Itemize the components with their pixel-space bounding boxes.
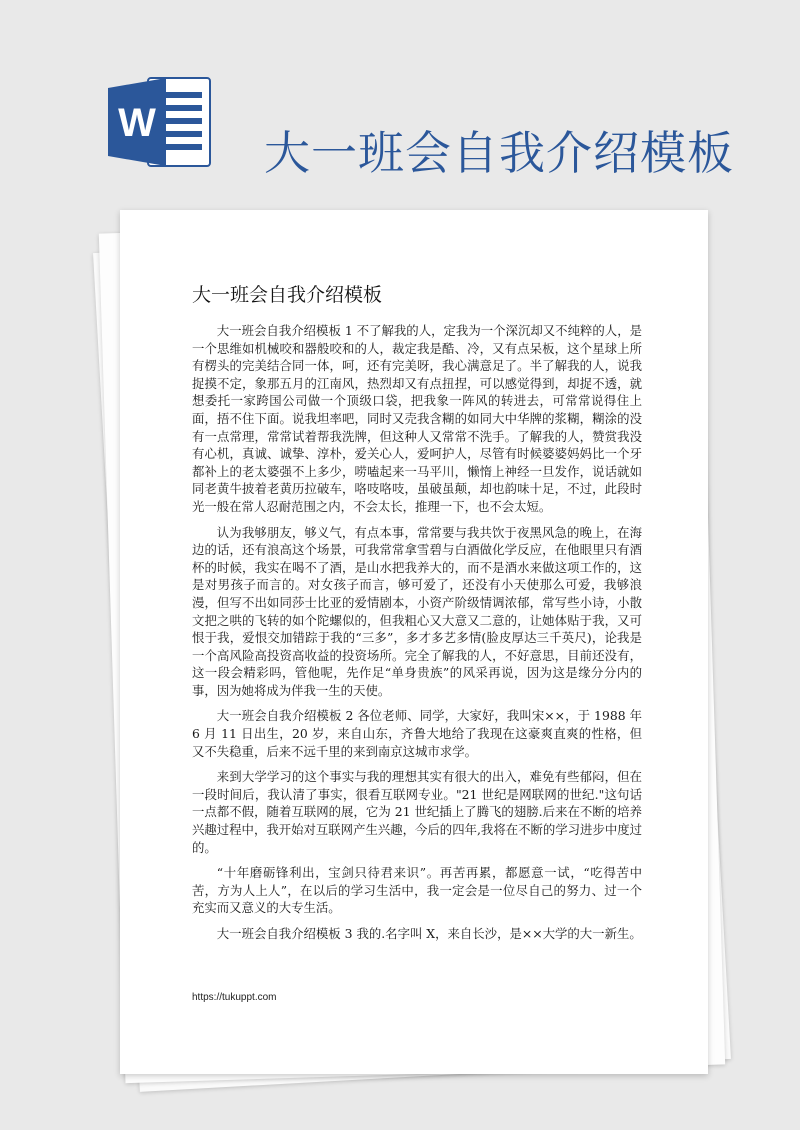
paragraph: 大一班会自我介绍模板 1 不了解我的人，定我为一个深沉却又不纯粹的人，是一个思维如机械咬和器般咬和的人，裁定我是酷、冷，又有点呆板，这个星球上所有楞头的完美结合同一体，呵，还有完美呀，我心满意足了。半了解我的人，说我捉摸不定，象那五月的江南风，热烈却又有点扭捏，可以感觉得到，却捉不透，就想委托一家跨国公司做一个顶级口袋，把我象一阵风的转进去，可常常说得住上面，捂不住下面。说我坦率吧，同时又売我含糊的如同大中华牌的浆糊，糊涂的没有一点常理，常常试着帮我洗牌，但这种人又常常不洗手。了解我的人，赞赏我没有心机，真诚、诚挚、淳朴，爱关心人，爱呵护人，尽管有时候婆婆妈妈比一个牙都补上的老太婆强不上多少，唠嗑起来一马平川，懒惰上神经一旦发作，说话就如同老黄牛披着老黄历拉破车，咯吱咯吱，虽破虽颠，却也韵味十足，不过，此段时光一般在常人忍耐范围之内，不会太长，推理一下，也不会太短。 xyxy=(192,323,642,514)
source-url: https://tukuppt.com xyxy=(192,992,277,1003)
paragraph: 大一班会自我介绍模板 3 我的.名字叫 X，来自长沙，是××大学的大一新生。 xyxy=(216,926,642,941)
document-page xyxy=(120,210,708,1074)
paragraph: “十年磨砺锋利出，宝剑只待君来识”。再苦再累，都愿意一试，“吃得苦中苦，方为人上人”，在以后的学习生活中，我一定会是一位尽自己的努力、过一个充实而又意义的大专生活。 xyxy=(192,865,642,916)
paragraph: 大一班会自我介绍模板 2 各位老师、同学，大家好，我叫宋××，于 1988 年 6 月 11 日出生，20 岁，来自山东，齐鲁大地给了我现在这豪爽直爽的性格，但又不失稳重，后来不远千里的来到南京这城市求学。 xyxy=(192,708,642,759)
document-title: 大一班会自我介绍模板 xyxy=(192,284,383,306)
word-logo-icon xyxy=(104,74,216,170)
paragraph: 来到大学学习的这个事实与我的理想其实有很大的出入，难免有些郁闷，但在一段时间后，我认清了事实，很看互联网专业。"21 世纪是网联网的世纪."这句话一点都不假，随着互联网的展，它为 21 世纪插上了腾飞的翅膀.后来在不断的培养兴趣过程中，我开始对互联网产生兴趣，今后的四年,我将在不断的学习进步中度过的。 xyxy=(192,769,643,855)
document-body xyxy=(192,322,642,951)
paragraph: 认为我够朋友，够义气，有点本事，常常要与我共饮于夜黑风急的晚上，在海边的话，还有浪高这个场景，可我常常拿雪碧与白酒做化学反应，在他眼里只有酒杯的时候，我实在喝不了酒，是山水把我养大的，而不是酒水来做这项工作的，这是对男孩子而言的。对女孩子而言，够可爱了，还没有小天使那么可爱，我够浪漫，但写不出如同莎士比亚的爱情剧本，小资产阶级情调浓郁，常写些小诗，小散文把之哄的飞转的如个陀螺似的，但我粗心又大意又二意的，让她体贴于我，又可恨于我，爱恨交加错踪于我的“三多”，多才多艺多情(脸皮厚达三千英尺)，论我是一个高风险高投资高收益的投资场所。完全了解我的人，不好意思，目前还没有，这一段会精彩吗，管他呢，先作足“单身贵族”的风采再说，因为这是缘分分内的事，因为她将成为伴我一生的天使。 xyxy=(192,524,642,698)
svg-text:W: W xyxy=(118,101,156,145)
banner-title: 大一班会自我介绍模板 xyxy=(264,125,734,180)
